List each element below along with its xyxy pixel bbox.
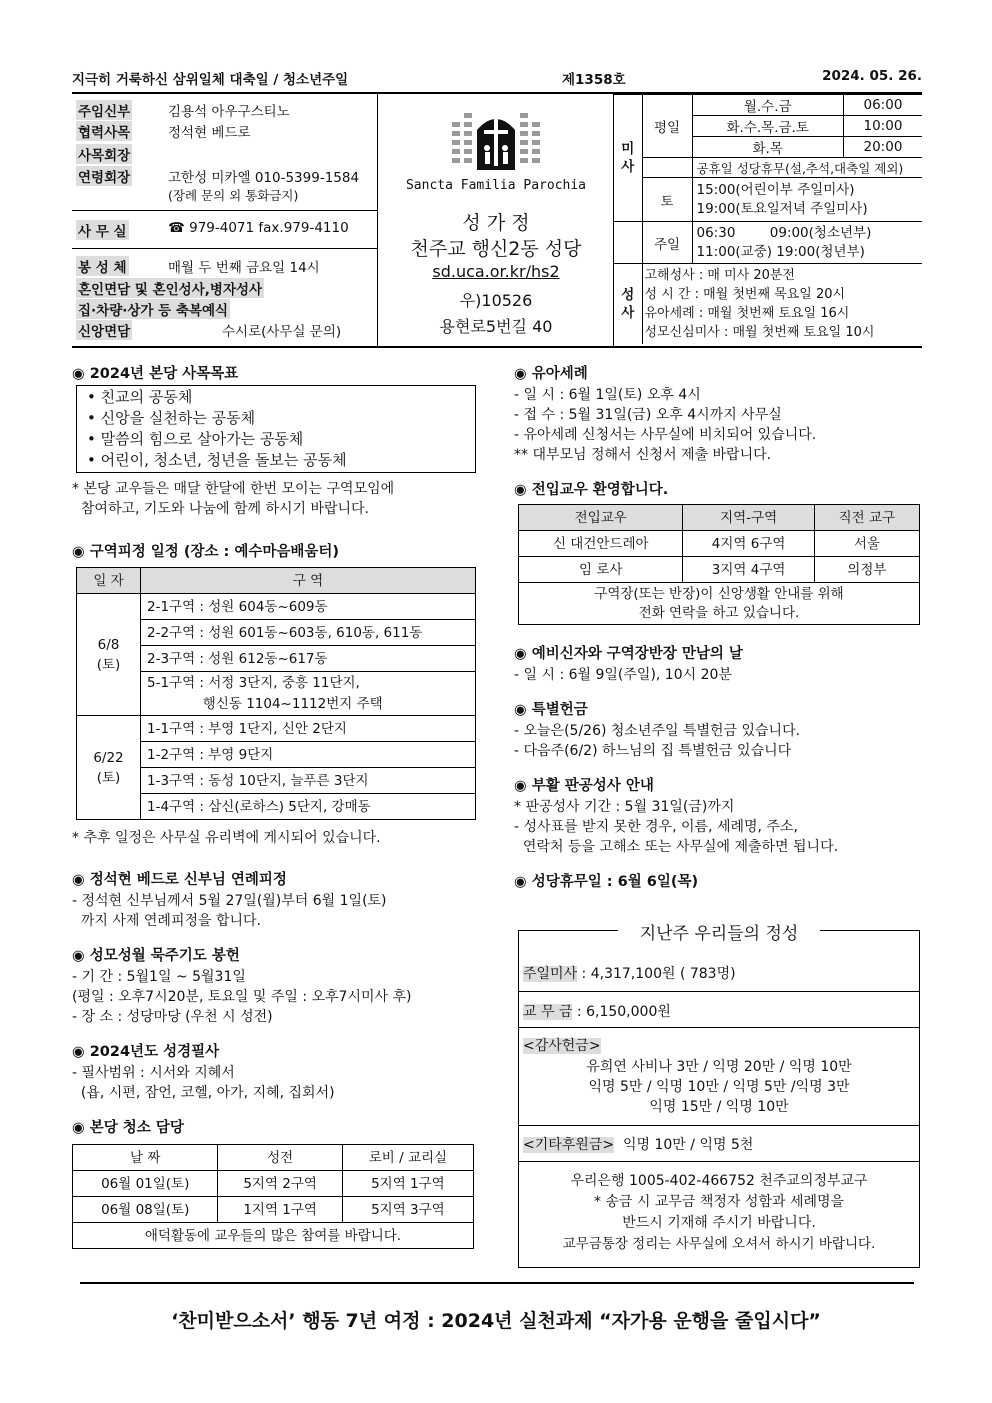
staff-row: 주임신부 김용석 아우구스티노 — [76, 100, 132, 120]
parish-info — [378, 94, 614, 346]
parish-zip: 우)10526 — [459, 291, 533, 310]
staff-row: 혼인면담 및 혼인성사,병자성사 — [76, 278, 264, 298]
easter-confession: ◉ 부활 판공성사 안내 * 판공성사 기간 : 5월 31일(금)까지 - 성사표를 받지 못한 경우, 이름, 세례명, 주소, 연락처 등을 고해소 또는 사무실에 제출하면 됩니다. — [514, 778, 839, 855]
parish-latin-name: Sancta Familia Parochia — [405, 178, 586, 193]
header-panel — [72, 92, 922, 348]
infant-baptism: ◉ 유아세례 - 일 시 : 6월 1일(토) 오후 4시 - 접 수 : 5월 31일(금) 오후 4시까지 사무실 - 유아세례 신청서는 사무실에 비치되어 있습니다. ** 대부모님 정해서 신청서 제출 바랍니다. — [514, 366, 817, 463]
catechumen-meeting: ◉ 예비신자와 구역장반장 만남의 날 - 일 시 : 6월 9일(주일), 10시 20분 — [514, 646, 743, 683]
staff-row: 봉 성 체 매월 두 번째 금요일 14시 — [76, 256, 129, 276]
parish-address: 용현로5번길 40 — [439, 317, 553, 336]
priest-retreat: ◉ 정석현 베드로 신부님 연례피정 - 정석현 신부님께서 5월 27일(월)부터 6월 1일(토) 까지 사제 연례피정을 합니다. — [72, 872, 387, 929]
staff-info: 주임신부 김용석 아우구스티노 협력사목 정석현 베드로 사목회장 연령회장 고한성 미카엘 010-5399-1584 (장례 문의 외 통화금지) 사 무 실 ☎ 979-4071 fax.979-4110 봉 성 체 매월 두 번째 금요일 14시 혼인면담 및 혼인성사,병자성사 집·차량·상가 등 축복예식 신앙면담 수시로(사무실 문의) — [72, 94, 378, 346]
staff-row: 집·차량·상가 등 축복예식 — [76, 299, 230, 319]
issue-date: 2024. 05. 26. — [822, 68, 922, 84]
staff-row: 신앙면담 수시로(사무실 문의) — [76, 320, 132, 340]
bible-copying: ◉ 2024년도 성경필사 - 필사범위 : 시서와 지혜서 (욥, 시편, 잠언, 코헬, 아가, 지혜, 집회서) — [72, 1044, 335, 1101]
new-parishioners: ◉ 전입교우 환영합니다. 전입교우 지역-구역 직전 교구 신 대건안드레아 4지역 6구역 서울 임 로사 3지역 4구역 의정부 구역장(또는 반장)이 신앙생활 안내를 위해 전화 연락을 하고 있습니다. — [514, 480, 922, 625]
weekly-offering-box: 지난주 우리들의 정성 주일미사 : 4,317,100원 ( 783명) 교 무 금 : 6,150,000원 <감사헌금> 유희연 사비나 3만 / 익명 20만 / 익명 10만 익명 5만 / 익명 10만 / 익명 5만 /익명 3만 익명 15만 / 익명 10만 <기타후원금> 익명 10만 / 익명 5천 우리은행 1005-402-466752 천주교의정부교구 * 송금 시 교무금 책정자 성함과 세례명을 반드시 기재해 주시기 바랍니다. 교무금통장 정리는 사무실에 오셔서 하시기 바랍니다. — [518, 930, 920, 1268]
parish-full-name: 천주교 행신2동 성당 — [410, 238, 582, 260]
parish-closed-day: ◉ 성당휴무일 : 6월 6일(목) — [514, 874, 699, 890]
pastoral-goals: ◉ 2024년 본당 사목목표 • 친교의 공동체 • 신앙을 실천하는 공동체 • 말씀의 힘으로 살아가는 공동체 • 어린이, 청소년, 청년을 돌보는 공동체 * 본당 교우들은 매달 한달에 한번 모이는 구역모임에 참여하고, 기도와 나눔에 함께 하시기 바랍니다. — [72, 364, 476, 519]
feast-title: 지극히 거룩하신 삼위일체 대축일 / 청소년주일 — [72, 72, 349, 88]
staff-row: 사목회장 — [76, 144, 132, 164]
issue-number: 제1358호 — [562, 72, 626, 88]
parish-website-link[interactable]: sd.uca.or.kr/hs2 — [432, 262, 560, 281]
staff-row: 연령회장 고한성 미카엘 010-5399-1584 — [76, 166, 132, 186]
special-offering: ◉ 특별헌금 - 오늘은(5/26) 청소년주일 특별헌금 있습니다. - 다음주(6/2) 하느님의 집 특별헌금 있습니다 — [514, 702, 801, 759]
footer-slogan: ‘찬미받으소서’ 행동 7년 여정 : 2024년 실천과제 “자가용 운행을 줄입시다” — [171, 1310, 821, 1332]
staff-row: 협력사목 정석현 베드로 — [76, 121, 132, 141]
offering-box-title: 지난주 우리들의 정성 — [618, 924, 821, 944]
district-retreat: ◉ 구역피정 일정 (장소 : 예수마음배움터) 일 자 구 역 6/8 (토) 2-1구역 : 성원 604동~609동 2-2구역 : 성원 601동~603동, 610동, 611동 2-3구역 : 성원 612동~617동 5-1구역 : 서정 3단지, 중흥 11단지, 행신동 1104~1112번지 주택 6/22 (토) 1-1구역 : 부영 1단지, 신안 2단지 1-2구역 : 부영 9단지 1-3구역 : 동성 10단지, 늘푸른 3단지 1-4구역 : 삼신(로하스) 5단지, 강매동 * 추후 일정은 사무실 유리벽에 게시되어 있습니다. — [72, 542, 476, 848]
cleaning-duty: ◉ 본당 청소 담당 날 짜 성전 로비 / 교리실 06월 01일(토) 5지역 2구역 5지역 1구역 06월 08일(토) 1지역 1구역 5지역 3구역 애덕활동에 교우들의 많은 참여를 바랍니다. — [72, 1118, 476, 1249]
masthead — [72, 68, 922, 90]
holy-family-logo-icon — [450, 104, 542, 176]
mass-schedule: 미사 평일 월.수.금 06:00 화.수.목.금.토 10:00 화.목 20:00 공휴일 성당휴무(설,추석,대축일 제외) 토 15:00(어린이부 주일미사) 19:00(토요일저녁 주일미사) 주일 06:30 09:00(청소년부) 11:00(교중) 19:00(청년부) 성사 고해성사 : 매 미사 20분전 성 시 간 : 매월 첫번째 목요일 20시 유아세례 : 매월 첫번째 토요일 16시 성모신심미사 : 매월 첫번째 토요일 10시 — [614, 94, 922, 346]
parish-name: 성 가 정 — [462, 212, 530, 234]
rosary-prayer: ◉ 성모성월 묵주기도 봉헌 - 기 간 : 5월1일 ~ 5월31일 (평일 : 오후7시20분, 토요일 및 주일 : 오후7시미사 후) - 장 소 : 성당마당 (우천 시 성전) — [72, 948, 412, 1025]
footer-divider — [80, 1282, 914, 1284]
staff-row: 사 무 실 ☎ 979-4071 fax.979-4110 — [78, 220, 349, 240]
